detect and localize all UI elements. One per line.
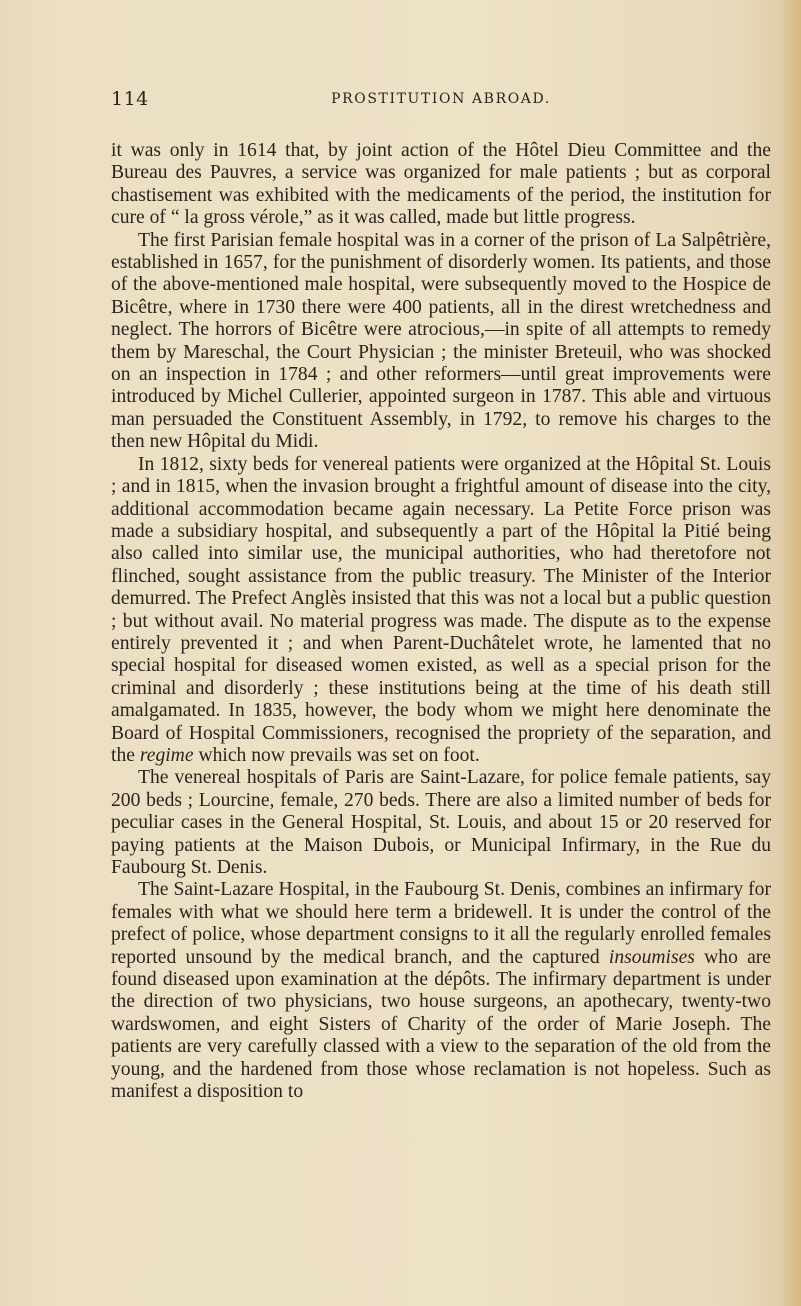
page-number: 114 <box>111 88 149 110</box>
paragraph-text: In 1812, sixty beds for venereal patients were organized at the Hôpital St. Louis ; and in 1815, when the invasion brought a frightful amount of disease into the city, additional accommodation became again necessary. La Petite Force prison was made a subsidiary hospital, and subsequently a part of the Hôpital la Pitié being also called into similar use, the municipal authorities, who had theretofore not flinched, sought assistance from the public treasury. The Minister of the Interior demurred. The Prefect Anglès insisted that this was not a local but a public question ; but without avail. No material progress was made. The dispute as to the expense entirely prevented it ; and when Parent-Duchâtelet wrote, he lamented that no special hospital for diseased women existed, as well as a special prison for the criminal and disorderly ; these institutions being at the time of his death still amalgamated. In 1835, however, the body whom we might here denominate the Board of Hospital Commissioners, recognised the propriety of the separation, and the <box>111 453 771 766</box>
paragraph-text-tail: who are found diseased upon examination at the dépôts. The infirmary department is under the direction of two physicians, two house surgeons, an apothecary, twenty-two wardswomen, and eight Sisters of Charity of the order of Marie Joseph. The patients are very carefully classed with a view to the separation of the old from the young, and the hardened from those whose reclamation is not hopeless. Such as manifest a disposition to <box>111 946 771 1103</box>
emphasis-regime: regime <box>139 744 194 766</box>
running-head <box>111 88 771 112</box>
emphasis-insoumises: insoumises <box>608 946 695 968</box>
paragraph-text-tail: which now prevails was set on foot. <box>198 744 480 766</box>
paragraph: The first Parisian female hospital was in a corner of the prison of La Salpêtrière, established in 1657, for the punishment of disorderly women. Its patients, and those of the above-mentioned male hospital, were subsequently moved to the Hospice de Bicêtre, where in 1730 there were 400 patients, all in the direst wretchedness and neglect. The horrors of Bicêtre were atrocious,—in spite of all attempts to remedy them by Mareschal, the Court Physician ; the minister Breteuil, who was shocked on an inspection in 1784 ; and other reformers—until great improvements were introduced by Michel Cullerier, appointed surgeon in 1787. This able and virtuous man persuaded the Constituent Assembly, in 1792, to remove his charges to the then new Hôpital du Midi. <box>111 229 771 453</box>
paragraph <box>111 454 771 768</box>
running-head-title: PROSTITUTION ABROAD. <box>331 91 551 107</box>
paragraph <box>111 879 771 1103</box>
body-text <box>111 140 771 1103</box>
paragraph: it was only in 1614 that, by joint action of the Hôtel Dieu Committee and the Bureau des Pauvres, a service was organized for male patients ; but as corporal chastisement was exhibited with the medicaments of the period, the institution for cure of “ la gross vérole,” as it was called, made but little progress. <box>111 140 771 229</box>
page-edge-shadow <box>779 0 801 1306</box>
paragraph-text: The Saint-Lazare Hospital, in the Faubourg St. Denis, combines an infirmary for females with what we should here term a bridewell. It is under the control of the prefect of police, whose department consigns to it all the regularly enrolled females reported unsound by the medical branch, and the captured <box>111 879 771 968</box>
paragraph: The venereal hospitals of Paris are Saint-Lazare, for police female patients, say 200 beds ; Lourcine, female, 270 beds. There are also a limited number of beds for peculiar cases in the General Hospital, St. Louis, and about 15 or 20 reserved for paying patients at the Maison Dubois, or Municipal Infirmary, in the Rue du Faubourg St. Denis. <box>111 767 771 878</box>
